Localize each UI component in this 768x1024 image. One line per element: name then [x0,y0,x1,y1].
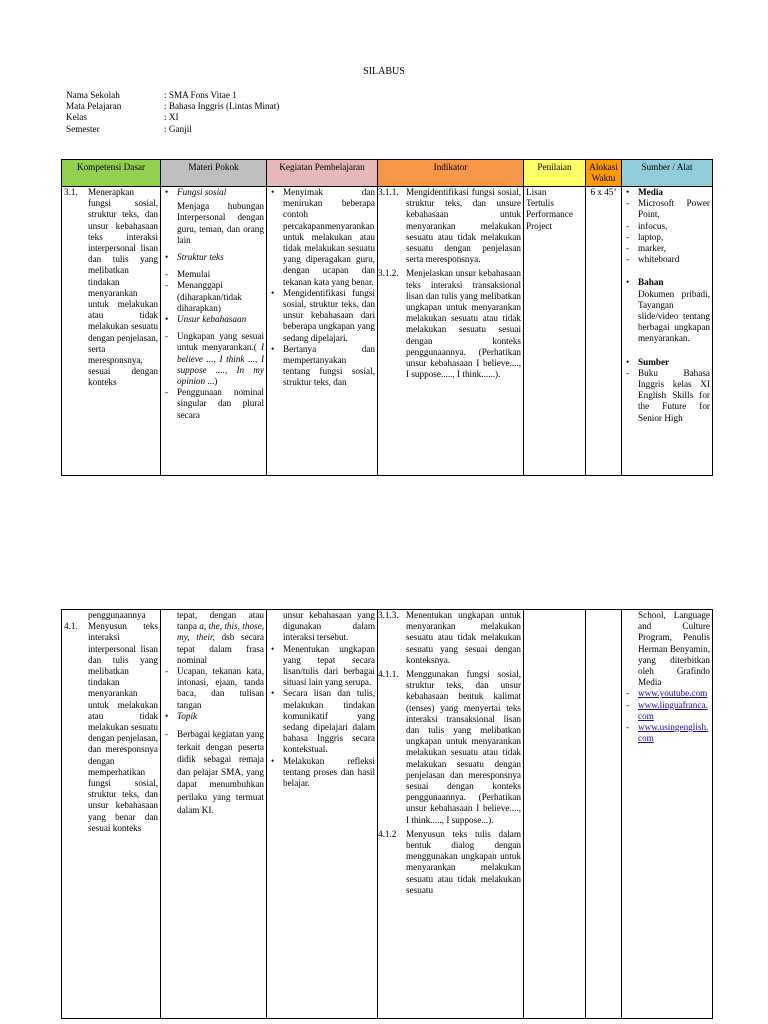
sa-item-text: laptop, [638,231,664,242]
meta-row-class [66,112,279,123]
kp-bullet [269,344,375,389]
mp-continuation [163,610,264,666]
sa-link-item [624,700,710,722]
kp-text: Secara lisan dan tulis, melakukan tindakan komunikatif yang sedang dipelajari dalam bahasa Inggris secara kontekstual. [283,688,375,755]
sa-link-item [624,688,710,699]
indicator-item [380,268,521,380]
mp-heading: Unsur kebahasaan [177,314,247,325]
dash-icon: - [165,331,169,342]
kp-bullet [269,187,375,288]
cell-indikator [378,610,524,1019]
dash-icon: - [626,243,630,254]
kp-bullet [269,288,375,344]
dash-icon: - [165,280,169,291]
meta-value: : XI [164,112,179,123]
table-row [62,187,713,476]
mp-dash-item [163,331,264,387]
indicator-text: Menentukan ungkapan untuk menyarankan melakukan sesuatu atau tidak melakukan sesuatu yang sesuai dengan konteksnya. [406,610,521,665]
indicator-number: 4.1.1. [378,669,399,680]
source-link[interactable]: www.linguafranca.com [638,699,708,721]
sa-dash-item [624,232,710,243]
mp-heading: Topik [177,710,198,721]
indicator-item [380,187,521,265]
mp-bullet [163,314,264,325]
sa-item-text: infocus, [638,220,668,231]
bullet-icon: • [271,287,275,298]
bullet-icon: • [165,252,169,263]
indicator-text: Menjelaskan unsur kebahasaan teks interaksi transaksional lisan dan tulis yang melibatkan ungkapan untuk menyarankan melakukan sesuatu atau tidak melakukan sesuatu sesuai dengan konteks penggunaannya. (Perhatikan unsur kebahasaan I believe...., I suppose....., I think......). [406,268,521,380]
kp-text: Menentukan ungkapan yang tepat secara lisan/tulis dari berbagai situasi lain yang serupa. [283,643,375,688]
header-penilaian: Penilaian [524,160,586,187]
mp-item-text: Berbagai kegiatan yang terkait dengan peserta didik sebagai remaja dan pelajar SMA, yang dapat menumbuhkan perilaku yang termuat dalam KI. [177,729,264,815]
kp-bullet [269,688,375,755]
kp-text: Bertanya dan mempertanyakan tentang fungsi sosial, struktur teks, dan [283,343,375,388]
header-kegiatan-pembelajaran: Kegiatan Pembelajaran [267,160,378,187]
kp-text: Menyimak dan menirukan beberapa contoh percakapanmenyarankan untuk melakukan atau tidak melakukan sesuatu yang diperagakan guru, dengan ucapan dan tekanan kata yang benar. [283,187,375,287]
kd-text: Menerapkan fungsi sosial, struktur teks, dan unsur kebahasaan teks interaksi interpersonal lisan dan tulis yang melibatkan tindakan menyarankan untuk melakukan atau tidak melakukan sesuatu dengan penjelasan, serta meresponsnya, sesuai dengan konteks [88,187,158,388]
meta-label: Nama Sekolah [66,90,120,100]
bullet-icon: • [165,187,169,197]
kd-number: 4.1. [64,621,78,632]
meta-value: : Ganjil [164,123,192,134]
mp-dash-item [163,728,264,816]
header-materi-pokok: Materi Pokok [161,160,267,187]
cell-sumber-alat [622,610,713,1019]
table-row [62,610,713,1019]
source-link[interactable]: www.youtube.com [638,688,708,699]
sa-heading: Sumber [638,356,670,367]
sa-item-text: marker, [638,243,666,254]
bullet-icon: • [271,755,275,766]
sa-dash-item [624,243,710,254]
sa-paragraph: Dokumen pribadi, Tayangan slide/video tentang berbagai ungkapan menyarankan. [638,288,710,344]
indicator-item [380,610,521,666]
mp-item-italic: I believe ..., I think ..., I suppose ...., In my opinion [177,342,264,387]
dash-icon: - [626,367,630,378]
dash-icon: - [165,729,169,740]
meta-row-school [66,90,279,101]
document-title: SILABUS [363,66,405,77]
syllabus-table-page-2 [61,609,713,1019]
sa-heading: Bahan [638,277,664,288]
dash-icon: - [626,688,630,699]
assessment-item: Project [526,220,553,231]
mp-bullet [163,187,264,198]
bullet-icon: • [626,277,630,288]
mp-bullet [163,711,264,722]
sa-item-text: Buku Bahasa Inggris kelas XI English Skills for the Future for Senior High [638,367,710,423]
mp-item-text: Penggunaan nominal singular dan plural secara [177,387,264,420]
syllabus-table-page-1 [61,159,713,476]
mp-item-text: ...) [207,376,218,387]
mp-paragraph: Menjaga hubungan Interpersonal dengan guru, teman, dan orang lain [177,201,264,245]
bullet-icon: • [271,688,275,699]
sa-item-text: Microsoft Power Point, [638,198,710,220]
assessment-item: Tertulis [526,198,554,209]
cell-alokasi-waktu [586,610,622,1019]
mp-item-text: Ungkapan yang sesuai untuk menyarankan.( [177,331,264,353]
mp-dash-item [163,280,264,314]
dash-icon: - [626,220,630,231]
mp-item-italic: a, the, this, those, my, their, [177,621,264,643]
mp-dash-item [163,666,264,711]
kd-number: 3.1. [64,187,78,197]
sa-dash-item [624,198,710,220]
dash-icon: - [626,231,630,242]
header-alokasi-waktu: Alokasi Waktu [586,160,622,187]
bullet-icon: • [271,343,275,354]
dash-icon: - [165,387,169,398]
bullet-icon: • [626,356,630,367]
meta-row-subject [66,101,279,112]
table-header-row [62,160,713,187]
mp-item-text: Menanggapi (diharapkan/tidak diharapkan) [177,280,242,313]
cell-kompetensi-dasar [62,187,161,476]
kd-text: Menyusun teks interaksi interpersonal lisan dan tulis yang melibatkan tindakan menyarankan untuk melakukan atau tidak melakukan sesuatu dengan penjelasan, dan meresponsnya dengan memperhatikan fungsi sosial, struktur teks, dan unsur kebahasaan yang benar dan sesuai konteks [88,621,158,833]
kp-text: Melakukan refleksi tentang proses dan hasil belajar. [283,755,375,789]
sa-heading-bullet [624,187,710,198]
dash-icon: - [626,722,630,733]
mp-heading: Struktur teks [177,252,224,263]
indicator-text: Menyusun teks tulis dalam bentuk dialog dengan menggunakan ungkapan untuk menyarankan melakukan sesuatu atau tidak melakukan sesuatu [406,828,521,895]
kp-bullet [269,644,375,689]
meta-value: : Bahasa Inggris (Lintas Minat) [164,101,280,112]
bullet-icon: • [271,187,275,197]
assessment-item: Performance [526,209,573,220]
cell-materi-pokok [161,610,267,1019]
dash-icon: - [626,699,630,710]
mp-dash-item [163,387,264,421]
indicator-number: 3.1.1. [378,187,399,197]
kp-continuation: unsur kebahasaan yang digunakan dalam interaksi tersebut. [283,610,375,643]
kd-continuation: penggunaannya [88,610,146,620]
indicator-text: Mengidentifikasi fungsi sosial, struktur teks, dan unsure kebahasaan untuk menyarankan melakukan sesuatu atau tidak melakukan sesuatu dengan penjelasan serta meresponsnya. [406,187,521,265]
bullet-icon: • [626,187,630,197]
header-sumber-alat: Sumber / Alat [622,160,713,187]
indicator-number: 3.1.2. [378,268,399,279]
sa-heading-bullet [624,357,710,368]
document-meta [66,90,279,135]
dash-icon: - [165,269,169,280]
mp-heading: Fungsi sosial [177,187,227,197]
kp-text: Mengidentifikasi fungsi sosial, struktur teks, dan unsur kebahasaan dari beberapa ungkapan yang sedang dipelajari. [283,287,375,343]
kd-item [64,187,158,389]
meta-row-semester [66,124,279,135]
meta-value: : SMA Fons Vitae 1 [164,90,237,100]
assessment-item: Lisan [526,187,547,197]
dash-icon: - [165,666,169,677]
mp-item-text: dsb secara tepat dalam frasa nominal [177,632,265,665]
dash-icon: - [626,198,630,209]
mp-bullet [163,252,264,263]
mp-item-text: Memulai [177,269,211,280]
header-kompetensi-dasar: Kompetensi Dasar [62,160,161,187]
header-indikator: Indikator [378,160,524,187]
cell-alokasi-waktu [586,187,622,476]
cell-sumber-alat [622,187,713,476]
indicator-item [380,669,521,826]
indicator-item [380,829,521,896]
sa-item-text: whiteboard [638,254,680,265]
kp-bullet [269,756,375,790]
cell-kegiatan-pembelajaran [267,187,378,476]
cell-penilaian [524,610,586,1019]
indicator-text: Menggunakan fungsi sosial, struktur teks, dan unsur kebahasaan bentuk kalimat (tenses) yang menyertai teks interaksi transaksional lisan dan tulis yang melibatkan ungkapan untuk menyarankan melakukan sesuatu atau tidak melakukan sesuatu dengan penjelasan dan meresponsnya sesuai dengan konteks penggunaannya. (Perhatikan unsur kebahasaan I believe...., I think....., I suppose...). [406,669,521,825]
mp-dash-item [163,269,264,280]
indicator-number: 3.1.3. [378,610,399,620]
cell-kompetensi-dasar [62,610,161,1019]
indicator-number: 4.1.2 [378,828,397,839]
cell-penilaian [524,187,586,476]
sa-heading: Media [638,187,664,197]
sa-link-item [624,722,710,744]
sa-dash-item [624,221,710,232]
meta-label: Kelas [66,112,87,123]
source-link[interactable]: www.usingenglish.com [638,722,709,744]
mp-item-text: Ucapan, tekanan kata, intonasi, ejaan, tanda baca, dan tulisan tangan [177,666,264,710]
bullet-icon: • [165,314,169,325]
sa-dash-item [624,368,710,424]
cell-materi-pokok [161,187,267,476]
cell-kegiatan-pembelajaran [267,610,378,1019]
meta-label: Semester [66,123,100,134]
kd-item [64,621,158,834]
bullet-icon: • [165,710,169,721]
sa-heading-bullet [624,277,710,288]
meta-label: Mata Pelajaran [66,101,122,112]
time-allocation: 6 x 45’ [590,187,617,197]
mp-item-text: tepat, dengan atau tanpa [177,610,264,632]
dash-icon: - [626,254,630,265]
cell-indikator [378,187,524,476]
bullet-icon: • [271,643,275,654]
sa-continuation: School, Language and Culture Program, Penulis Herman Benyamin, yang diterbitkan oleh Grafindo Media [638,610,710,688]
sa-dash-item [624,254,710,265]
